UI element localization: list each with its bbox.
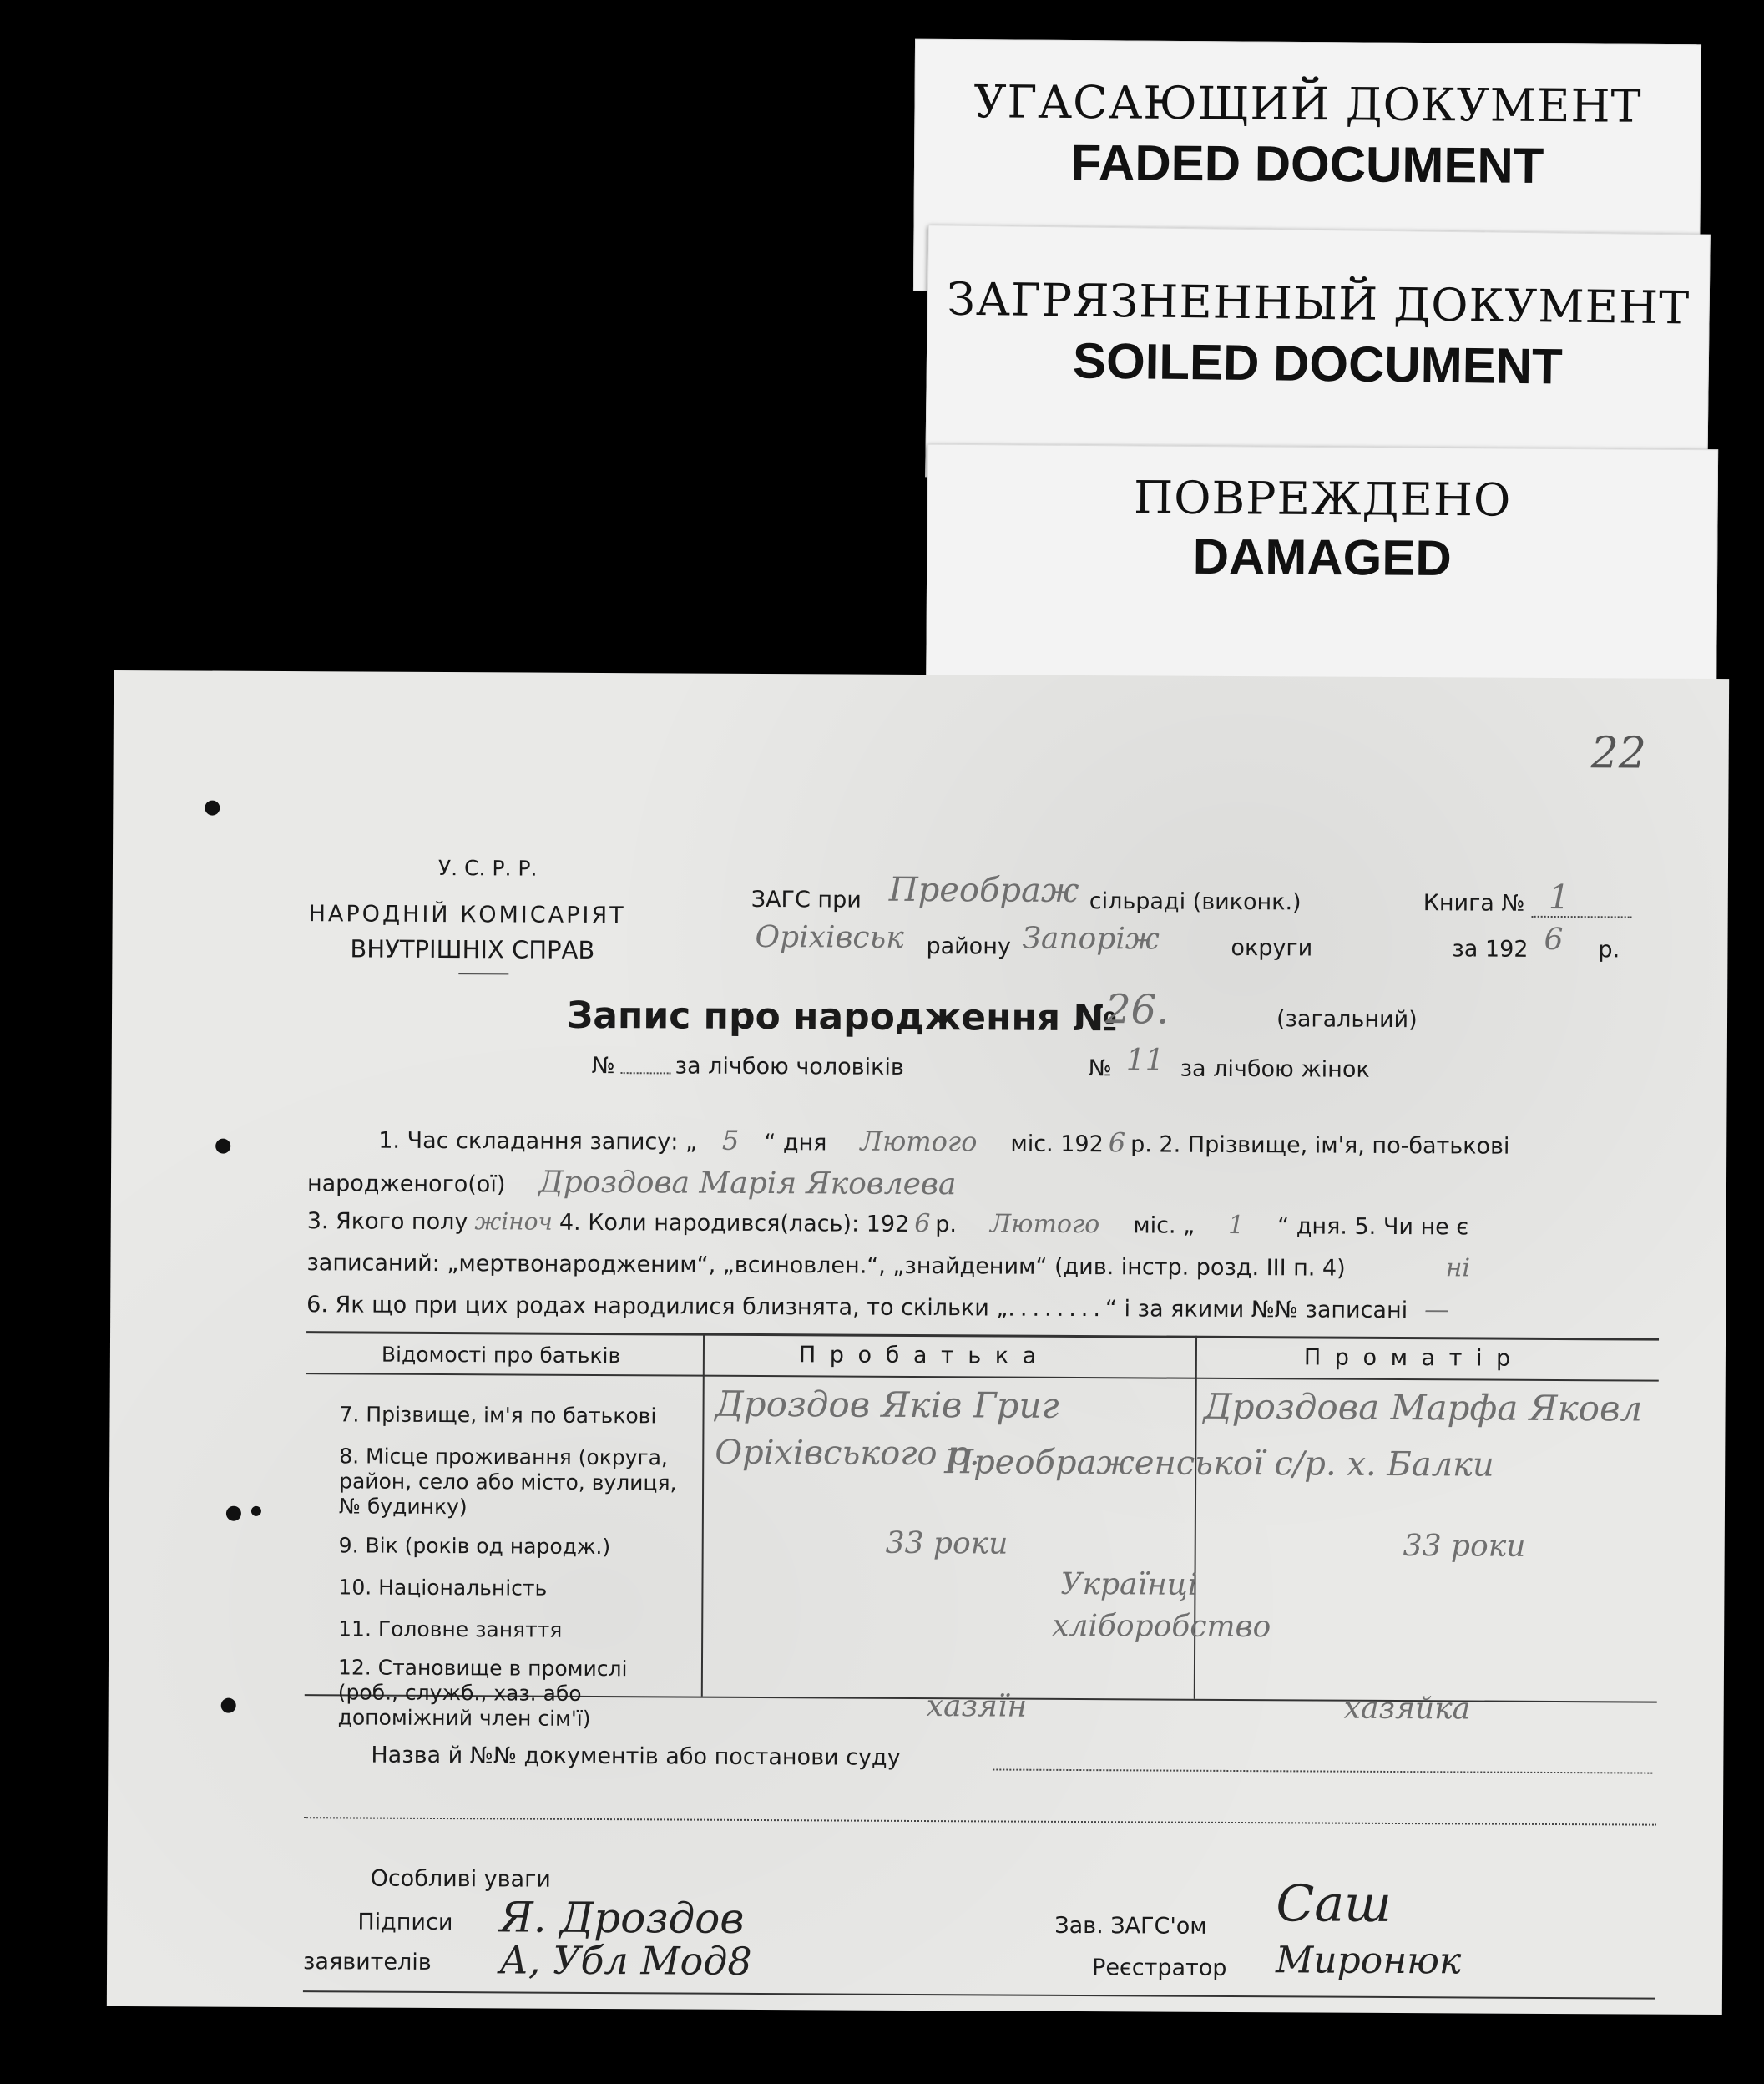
punch-hole [251,1506,261,1516]
applicant-signature-2: А, Убл Мод8 [498,1937,752,1984]
remarks-label: Особливі уваги [370,1865,551,1893]
entry-1-text: 1. Час складання запису: „ [378,1127,698,1156]
okrug-handwritten: Запоріж [1022,921,1160,957]
table-top-rule [306,1331,1659,1340]
year-value: 6 [1108,1126,1126,1159]
documents-rule [993,1768,1652,1773]
table-header-rule [306,1373,1659,1381]
head-signature: Саш [1276,1874,1392,1934]
entry-line4 [306,1247,1470,1282]
damaged-label-en: DAMAGED [1192,528,1452,587]
year-label: за 192 [1452,936,1529,963]
entry-line5 [306,1289,1449,1324]
registrar-label: Реєстратор [1092,1955,1227,1981]
father-age: 33 роки [885,1525,1008,1561]
documents-rule-2 [304,1817,1656,1825]
entry-2-text: народженого(ої) [306,1171,506,1198]
day-value: 5 [721,1124,740,1156]
footer-rule [303,1990,1655,1999]
sex-value: жіноч [474,1207,553,1236]
punch-hole [221,1698,236,1713]
divider [458,973,508,974]
mother-residence: Преображенської с/р. х. Балки [944,1443,1494,1485]
book-label: Книга № [1423,890,1525,917]
entry-3c: р. [935,1211,958,1238]
record-number-handwritten: 26. [1104,986,1170,1034]
raion-handwritten: Оріхівськ [755,919,904,955]
soiled-label-ru: ЗАГРЯЗНЕННЫЙ ДОКУМЕНТ [947,272,1691,335]
applicant-signature-1: Я. Дроздов [499,1893,745,1943]
entry-5b: “ і за якими №№ записані [1104,1296,1408,1324]
col-mother-header: П р о м а т і р [1303,1344,1514,1372]
twins-rule: ........ [1008,1295,1106,1323]
commissariat-line2: ВНУТРІШНІХ СПРАВ [350,934,595,964]
book-number-handwritten: 1 [1548,878,1570,918]
male-no-sign: № [591,1052,615,1080]
punch-hole [226,1506,241,1521]
mother-name: Дроздова Марфа Яковл [1203,1385,1643,1429]
raion-label: району [926,933,1011,960]
head-label: Зав. ЗАГС'ом [1054,1912,1207,1940]
male-count-rule [621,1072,671,1074]
punch-hole [215,1139,230,1154]
okrug-label: округи [1231,934,1313,962]
father-status: хазяїн [926,1689,1028,1724]
row-label-nationality: 10. Національність [338,1575,548,1601]
mother-status: хазяйка [1343,1691,1471,1727]
occupation: хліборобство [1052,1608,1271,1645]
entry-1c: міс. 192 [1010,1131,1104,1158]
entry-3d: міс. „ [1133,1212,1195,1239]
female-no-sign: № [1088,1055,1112,1082]
republic-abbrev: У. С. Р. Р. [437,855,538,881]
entry-5-text: 6. Як що при цих родах народилися близнята, то скільки „ [306,1292,1008,1322]
row-label-status: 12. Становище в промислі (роб., служб., хаз. або допоміжний член сім'ї) [337,1655,628,1731]
signatures-label-1: Підписи [357,1909,453,1936]
row-label-name: 7. Прізвище, ім'я по батькові [339,1402,657,1429]
damaged-label-ru: ПОВРЕЖДЕНО [1133,471,1512,527]
father-name: Дроздов Яків Григ [715,1383,1059,1426]
female-number-handwritten: 11 [1125,1043,1165,1078]
page-number: 22 [1590,728,1647,779]
soiled-label-en: SOILED DOCUMENT [1072,332,1564,395]
entry-1d: р. 2. Прізвище, ім'я, по-батькові [1130,1131,1510,1160]
entry-3e: “ дня. 5. Чи не є [1277,1213,1469,1241]
book-rule [1532,916,1632,918]
year-suffix: р. [1598,937,1620,964]
entry-line3 [307,1206,1469,1241]
documents-label: Назва й №№ документів або постанови суду [371,1742,901,1771]
record-kind: (загальний) [1276,1006,1418,1034]
entry-4-text: записаний: „мертвонародженим“, „всиновлен.“, „знайденим“ (див. інстр. розд. III п. 4) [306,1250,1346,1282]
record-title: Запис про народження № [566,994,1118,1040]
zags-prefix: ЗАГС при [751,886,862,913]
child-name: Дроздова Марія Яковлева [538,1165,957,1202]
table-col-divider-2 [1194,1336,1197,1699]
line4-value: ні [1445,1253,1471,1283]
table-col-divider-1 [701,1333,705,1697]
nationality: Українці [1060,1566,1198,1602]
male-count-label: за лічбою чоловіків [675,1053,904,1080]
birth-year: 6 [914,1208,931,1239]
birth-record-sheet [107,670,1729,2015]
zags-suffix: сільраді (виконк.) [1089,888,1302,916]
birth-day: 1 [1228,1210,1245,1241]
signatures-label-2: заявителів [303,1949,432,1975]
year-handwritten: 6 [1544,922,1564,958]
entry-3b: 4. Коли народився(лась): 192 [559,1209,910,1237]
zags-village-handwritten: Преображ [888,870,1079,911]
entry-3a: 3. Якого полу [306,1208,468,1236]
twins-value: — [1424,1295,1450,1325]
entry-line2 [307,1164,957,1201]
entry-1b: “ дня [764,1130,827,1156]
row-label-age: 9. Вік (років од народж.) [338,1533,611,1560]
faded-label-ru: УГАСАЮЩИЙ ДОКУМЕНТ [973,75,1642,133]
col-father-header: П р о б а т ь к а [798,1342,1040,1369]
entry-line1 [378,1123,1509,1161]
female-count-label: за лічбою жінок [1180,1055,1370,1083]
month-value: Лютого [860,1125,978,1158]
birth-month: Лютого [989,1209,1100,1240]
mother-age: 33 роки [1403,1529,1526,1564]
col-info-header: Відомості про батьків [381,1342,621,1368]
commissariat-line1: НАРОДНІЙ КОМІСАРІЯТ [308,901,626,929]
registrar-signature: Миронюк [1275,1939,1462,1983]
father-residence: Оріхівського р. [715,1433,980,1474]
faded-label-en: FADED DOCUMENT [1070,134,1544,194]
row-label-occupation: 11. Головне заняття [338,1616,563,1642]
punch-hole [205,801,220,816]
row-label-residence: 8. Місце проживання (округа, район, село або місто, вулиця, № будинку) [338,1444,677,1520]
